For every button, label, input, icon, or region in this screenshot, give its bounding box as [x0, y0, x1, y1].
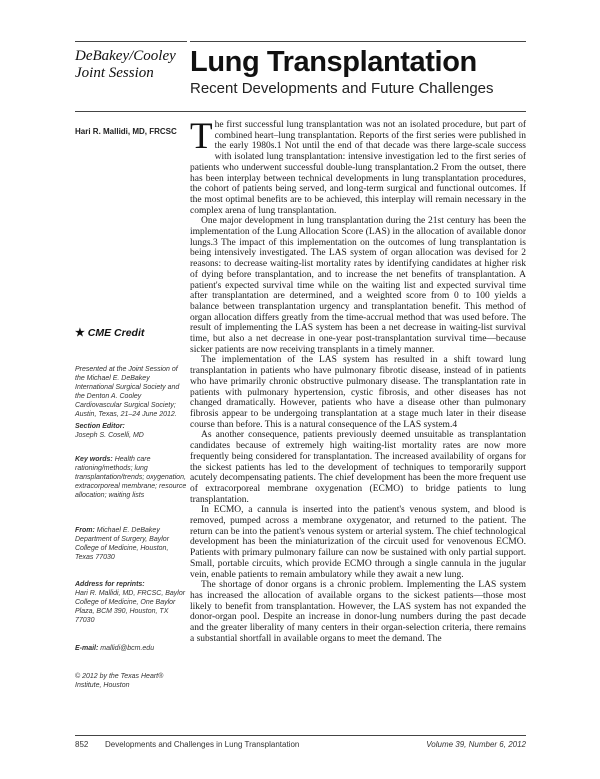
- footer-rule: [75, 735, 526, 736]
- presented-note: Presented at the Joint Session of the Michael E. DeBakey International Surgical Society and the Denton A. Cooley Cardiovascular Surgical Society; Austin, Texas, 21–24 June 2012.: [75, 366, 180, 418]
- author-name: Hari R. Mallidi, MD, FRCSC: [75, 127, 177, 136]
- email-link[interactable]: mallidi@bcm.edu: [100, 645, 155, 652]
- reprint-address: [75, 580, 187, 625]
- address-text: Hari R. Mallidi, MD, FRCSC, Baylor College of Medicine, One Baylor Plaza, BCM 390, Houston, TX 77030: [75, 590, 186, 624]
- cme-credit: [75, 326, 144, 339]
- cme-credit-label: CME Credit: [87, 327, 145, 339]
- section-editor-label: Section Editor:: [75, 423, 125, 430]
- drop-cap: T: [190, 116, 213, 157]
- body-paragraph: One major development in lung transplantation during the 21st century has been the implementation of the Lung Allocation Score (LAS) in the allocation of available donor lungs.3 The impact of this implementation on the outcomes of lung transplantation is being intensively investigated. The LAS system of organ allocation was devised for 2 reasons: to decrease waiting-list mortality rates by identifying candidates at higher risk of dying before transplantation, and to increase the net benefits of transplantation. A patient's expected survival time while on the waiting list and expected survival time after transplantation are determined, and a weighted score from 0 to 100 yields a balance between transplantation urgency and transplantation benefit. This method of organ allocation differs greatly from the time-accrual method that was used before. The result of implementing the LAS system has been a net decrease in waiting-list survival time, but also a net decrease in one-year post-transplantation survival time—because sicker patients are now receiving transplants in a timely manner.: [190, 216, 526, 355]
- from-label: From:: [75, 527, 95, 534]
- star-icon: ★: [75, 327, 85, 339]
- sidebar-top-rule: [75, 41, 187, 42]
- title-top-rule: [190, 41, 526, 42]
- body-paragraph: The implementation of the LAS system has resulted in a shift toward lung transplantation in patients who have pulmonary fibrotic disease, instead of in patients who have primarily chronic obstructive pulmonary disease. The transplantation rate in patients with pulmonary hypertension, cystic fibrosis, and other diseases has not changed dramatically. However, patients who have a disease other than pulmonary fibrosis appear to be undergoing transplantation at a stage much later in their disease course than before. This is a natural consequence of the LAS system.4: [190, 355, 526, 430]
- body-paragraph: The shortage of donor organs is a chronic problem. Implementing the LAS system has increased the allocation of available organs to the sickest patients—those most likely to benefit from transplantation. However, the LAS system has not expanded the donor-organ pool. Despite an increase in donor-lung numbers during the past decade and the greater liberality of many centers in their organ-selection criteria, there remains a substantial shortfall in available organs to meet the demand. The: [190, 580, 526, 644]
- copyright-note: © 2012 by the Texas Heart® Institute, Houston: [75, 673, 164, 689]
- volume-info: Volume 39, Number 6, 2012: [426, 740, 526, 749]
- article-subtitle: Recent Developments and Future Challenges: [190, 80, 494, 97]
- email: [75, 644, 187, 653]
- keywords-text: Health care rationing/methods; lung transplantation/trends; oxygenation, extracorporeal membrane; resource allocation; waiting lists: [75, 456, 187, 499]
- session-label: DeBakey/Cooley Joint Session: [75, 48, 176, 81]
- section-editor: [75, 422, 187, 440]
- from-text: Michael E. DeBakey Department of Surgery, Baylor College of Medicine, Houston, Texas 77030: [75, 527, 170, 561]
- body-paragraph: The first successful lung transplantation was not an isolated procedure, but part of combined heart–lung transplantation. Reports of the first series were published in the early 1980s.1 Not until the end of that decade was there large-scale success with isolated lung transplantation: intensive investigation led to the first series of patients who underwent successful double-lung transplantation.2 From the outset, there has been interplay between technical developments in lung transplantation procedures, the cohort of patients being served, and long-term surgical and functional outcomes. If the most optimal benefits are to be achieved, this interplay will remain necessary in the complex arena of lung transplantation.: [190, 116, 526, 216]
- article-title: Lung Transplantation: [190, 46, 477, 78]
- running-title: Developments and Challenges in Lung Transplantation: [105, 740, 300, 749]
- header-bottom-rule: [75, 111, 526, 112]
- affiliation: [75, 526, 187, 562]
- section-editor-name: Joseph S. Coselli, MD: [75, 432, 144, 439]
- body-paragraph: As another consequence, patients previously deemed unsuitable as transplantation candidates because of extremely high waiting-list mortality rates are now more frequently being considered for transplantation. The increased availability of organs for the sickest patients has led to the development of techniques to temporarily support acutely decompensating patients. The chief development has been the more frequent use of extracorporeal membrane oxygenation (ECMO) to bridge patients to lung transplantation.: [190, 430, 526, 505]
- email-label: E-mail:: [75, 645, 99, 652]
- article-body: [190, 116, 526, 644]
- address-label: Address for reprints:: [75, 581, 145, 588]
- keywords-label: Key words:: [75, 456, 113, 463]
- keywords: [75, 455, 187, 500]
- body-paragraph: In ECMO, a cannula is inserted into the patient's venous system, and blood is removed, pumped across a membrane oxygenator, and returned to the patient. The return can be into the patient's venous system or arterial system. The chief technological development has been the miniaturization of the circuit used for venovenous ECMO. Patients with primary pulmonary failure can now be sustained with only partial support. Small, portable circuits, which provide ECMO through a single cannula in the jugular vein, enable patients to remain ambulatory while they await a new lung.: [190, 505, 526, 580]
- page-number: 852: [75, 740, 89, 749]
